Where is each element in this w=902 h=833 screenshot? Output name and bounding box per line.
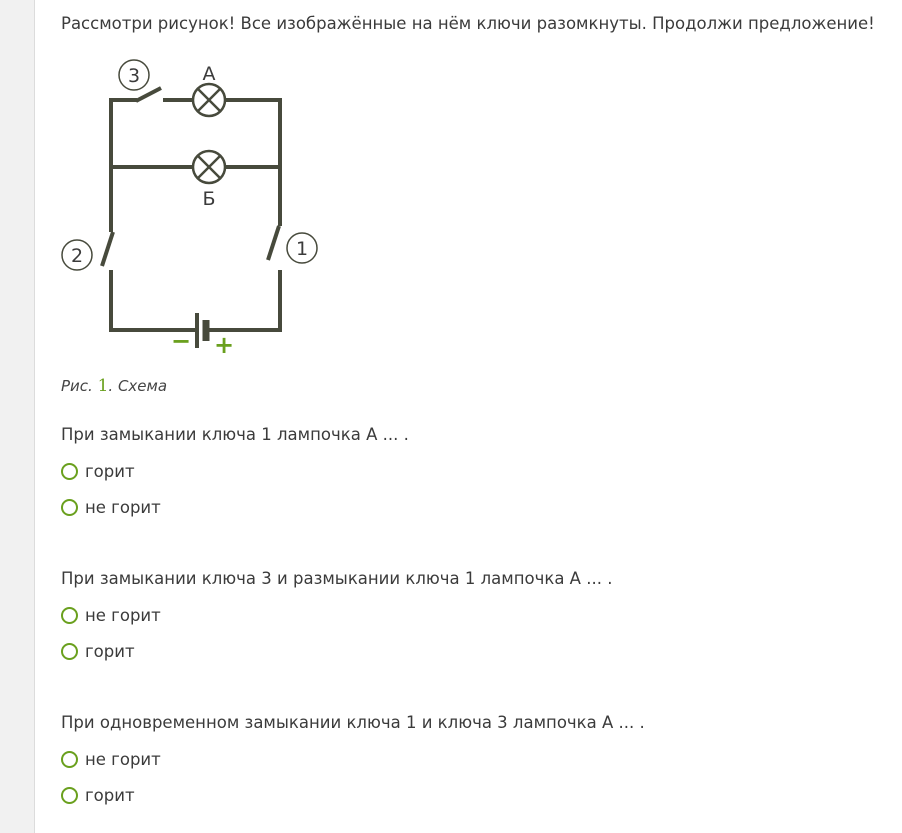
option-label: не горит (85, 605, 161, 625)
lamp-b-icon (193, 151, 225, 183)
switch-3-lever (136, 88, 161, 101)
question-1-option-2[interactable] (61, 495, 161, 519)
switch-1-lever (268, 226, 279, 260)
switch-3-marker (119, 60, 149, 90)
radio-button[interactable] (61, 499, 78, 516)
question-2-option-2[interactable] (61, 639, 135, 663)
battery-minus-label: − (170, 327, 192, 355)
option-label: не горит (85, 497, 161, 517)
switch-2-lever (102, 232, 113, 266)
switch-3-label: 3 (127, 65, 141, 87)
instruction-text: Рассмотри рисунок! Все изображённые на нём ключи разомкнуты. Продолжи предложение! (61, 14, 875, 33)
option-label: горит (85, 461, 135, 481)
question-3-text: При одновременном замыкании ключа 1 и ключа 3 лампочка А ... . (61, 713, 645, 732)
question-1-option-1[interactable] (61, 459, 135, 483)
question-2-option-1[interactable] (61, 603, 161, 627)
switch-1-marker (287, 233, 317, 263)
radio-button[interactable] (61, 463, 78, 480)
question-1-text: При замыкании ключа 1 лампочка А ... . (61, 425, 409, 444)
lamp-b-label: Б (202, 188, 216, 210)
radio-button[interactable] (61, 787, 78, 804)
option-label: не горит (85, 749, 161, 769)
lamp-a-icon (193, 84, 225, 116)
caption-prefix: Рис. (61, 377, 93, 395)
switch-1-label: 1 (295, 238, 309, 260)
switch-2-marker (62, 240, 92, 270)
radio-button[interactable] (61, 751, 78, 768)
radio-button[interactable] (61, 643, 78, 660)
option-label: горит (85, 641, 135, 661)
question-3-option-2[interactable] (61, 783, 135, 807)
question-3-option-1[interactable] (61, 747, 161, 771)
radio-button[interactable] (61, 607, 78, 624)
figure-caption (61, 376, 167, 396)
battery-plus-label: + (213, 331, 235, 359)
switch-2-label: 2 (70, 245, 84, 267)
caption-number: 1 (97, 376, 109, 396)
question-2-text: При замыкании ключа 3 и размыкании ключа 1 лампочка А ... . (61, 569, 613, 588)
option-label: горит (85, 785, 135, 805)
lamp-a-label: А (202, 63, 216, 85)
caption-suffix: . Схема (108, 377, 168, 395)
